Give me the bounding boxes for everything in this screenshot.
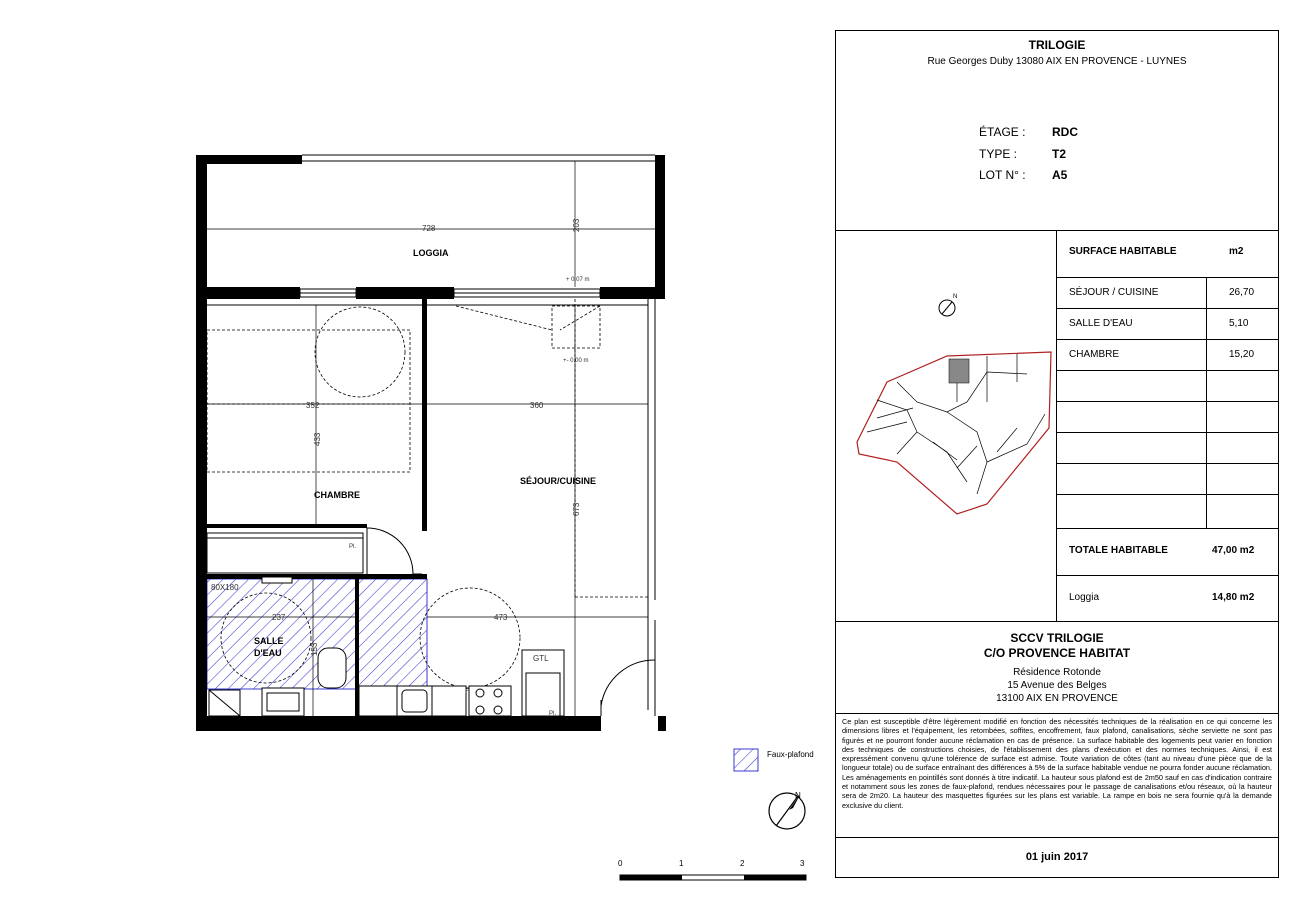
site-key-map	[837, 232, 1055, 621]
room-label-chambre: CHAMBRE	[314, 490, 360, 500]
project-name: TRILOGIE	[1028, 38, 1086, 52]
room-label-salle-line1: SALLE	[254, 636, 284, 646]
dim-loggia-width: 728	[422, 224, 436, 233]
row-separator	[1057, 528, 1278, 529]
faux-plafond-legend-label: Faux-plafond	[767, 750, 814, 759]
room-label-salle-line2: D'EAU	[254, 648, 282, 658]
project-address: Rue Georges Duby 13080 AIX EN PROVENCE - LUYNES	[927, 56, 1187, 67]
company-address-line: 13100 AIX EN PROVENCE	[996, 693, 1118, 704]
surface-row-value: 15,20	[1229, 349, 1255, 360]
surface-row-empty	[1057, 463, 1278, 494]
placard-label: Pl.	[349, 544, 357, 550]
surface-row-label: SALLE D'EAU	[1069, 318, 1133, 329]
lot-row	[979, 168, 1067, 182]
placard-label: Pl.	[549, 711, 557, 717]
surface-row-empty	[1057, 432, 1278, 463]
fridge-label: F	[465, 689, 469, 695]
dim-sdb-depth: 153	[310, 642, 319, 656]
company-address-line: Résidence Rotonde	[1013, 667, 1101, 678]
company-care-of: C/O PROVENCE HABITAT	[983, 646, 1131, 660]
scale-tick-1: 1	[679, 859, 684, 868]
surface-row-value: 5,10	[1229, 318, 1249, 329]
surface-loggia-label: Loggia	[1069, 592, 1100, 603]
faux-plafond-zone	[207, 579, 427, 689]
etage-label: ÉTAGE :	[979, 125, 1026, 139]
surface-header-unit: m2	[1229, 246, 1244, 257]
dim-sdb-width: 237	[272, 613, 286, 622]
etage-row	[979, 125, 1078, 139]
surface-row-empty	[1057, 494, 1278, 528]
lot-location-marker	[949, 359, 969, 383]
faux-plafond-legend-swatch	[734, 749, 758, 771]
compass-icon	[939, 294, 957, 316]
lot-label: LOT N° :	[979, 168, 1026, 182]
company-name: SCCV TRILOGIE	[1010, 631, 1104, 645]
gtl-label: GTL	[533, 654, 549, 663]
dim-sejour-width: 360	[530, 401, 544, 410]
surface-total-value: 47,00 m2	[1212, 545, 1255, 556]
date-block	[835, 837, 1279, 878]
row-separator	[1057, 575, 1278, 576]
level-loggia: + 0.07 m	[566, 277, 590, 283]
scale-tick-2: 2	[740, 859, 745, 868]
surface-row	[1057, 308, 1278, 339]
disclaimer-block	[835, 713, 1279, 838]
company-block	[835, 621, 1279, 714]
scale-tick-0: 0	[618, 859, 623, 868]
surface-row-empty	[1057, 401, 1278, 432]
north-letter: N	[795, 791, 801, 800]
etage-value: RDC	[1052, 125, 1078, 139]
surface-row	[1057, 339, 1278, 370]
plan-date: 01 juin 2017	[1025, 851, 1089, 863]
scale-tick-3: 3	[800, 859, 805, 868]
level-interior: +- 0.00 m	[563, 358, 589, 364]
title-block-header	[835, 30, 1279, 231]
surface-row-label: CHAMBRE	[1069, 349, 1120, 360]
surface-row-value: 26,70	[1229, 287, 1255, 298]
surface-row-empty	[1057, 370, 1278, 401]
surface-header-label: SURFACE HABITABLE	[1069, 246, 1177, 257]
dim-sejour-lower: 473	[494, 613, 508, 622]
dim-chambre-width: 352	[306, 401, 320, 410]
surface-loggia-value: 14,80 m2	[1212, 592, 1255, 603]
shower-size-label: 80X180	[211, 583, 239, 592]
dim-loggia-depth: 203	[572, 218, 581, 232]
type-value: T2	[1052, 147, 1067, 161]
surface-table-block	[835, 230, 1279, 622]
dim-chambre-depth: 433	[313, 432, 322, 446]
dim-sejour-depth: 673	[572, 502, 581, 516]
room-label-sejour: SÉJOUR/CUISINE	[520, 476, 597, 486]
type-label: TYPE :	[979, 147, 1018, 161]
room-label-loggia: LOGGIA	[413, 248, 449, 258]
svg-text:N: N	[953, 294, 958, 300]
lot-value: A5	[1052, 168, 1068, 182]
company-address-line: 15 Avenue des Belges	[1007, 680, 1107, 691]
surface-row-label: SÉJOUR / CUISINE	[1069, 287, 1159, 298]
type-row	[979, 147, 1066, 161]
scale-bar	[620, 875, 806, 880]
surface-total-label: TOTALE HABITABLE	[1069, 545, 1168, 556]
north-arrow-icon	[769, 791, 805, 829]
disclaimer-text: Ce plan est susceptible d'être légèrement modifié en fonction des nécessités techniques de la réalisation en ce qui concerne les dimensions libres et l'équipement, les retombées, soffites, encoffrement, faux plafond, canalisations, sèche serviette ne sont pas figurés et ne pourront fonder aucune réclamation en cas de présence. La surface habitable des logements peut varier en fonction des techniques de constructions choisies, de l'établissement des plans d'exécution et des normes techniques. Ainsi, il est expressément convenu qu'une tolérence de surface est admise. Toute variation de côtes (tant au niveau d'une pièce que de la longueur totale) ou de surface entraînant des différences à 5% de la surface habitable vendue ne pourra fonder aucune réclamation. Les aménagements en pointillés sont donnés à titre indicatif. La hauteur sous plafond est de 2m50 sauf en cas d'indication contraire et notamment sous les zones de faux-plafond, rendues nécessaires pour le passage de canalisations et/ou réseaux, où la hauteur sera de 2m20. La hauteur des masquettes figurées sur les plans est variable. La rampe en bois ne sera fournie qu'à la demande exclusive du client.	[842, 717, 1272, 810]
surface-row	[1057, 277, 1278, 308]
